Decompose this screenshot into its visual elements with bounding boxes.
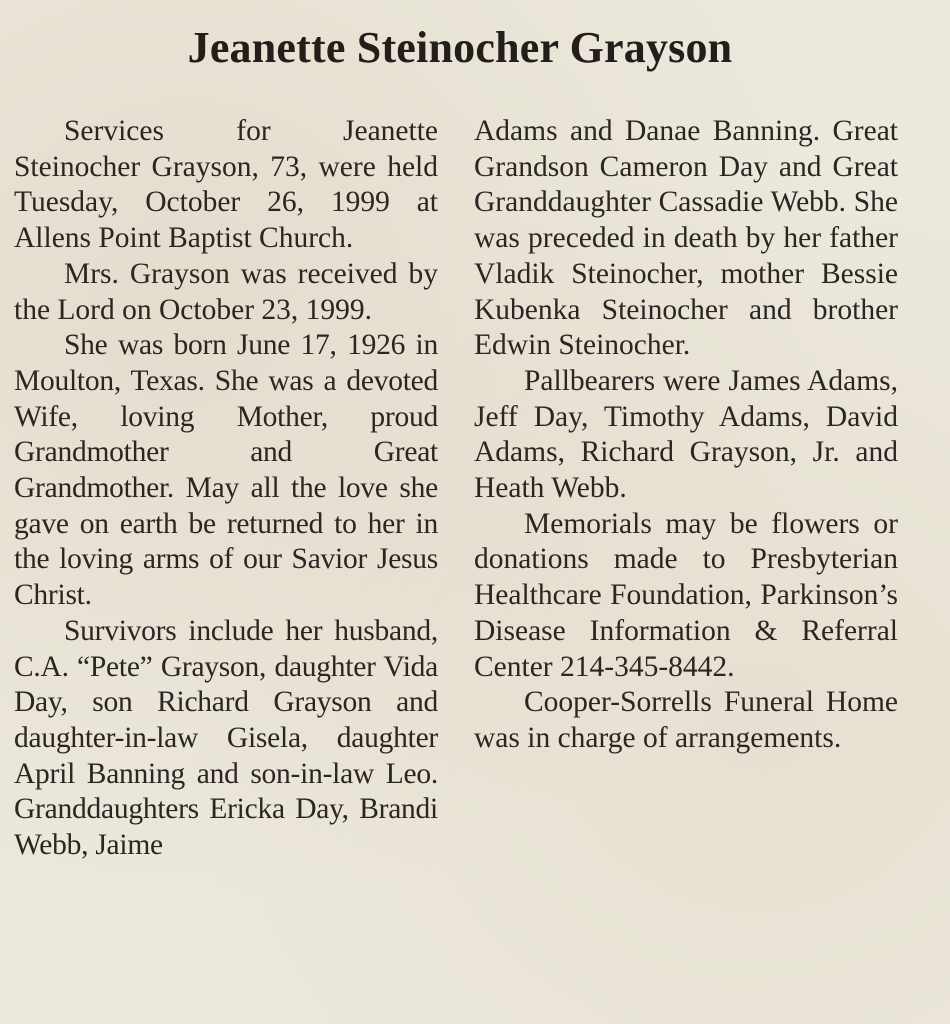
paragraph-funeral-home: Cooper-Sorrells Funeral Home was in charge of arrangements. xyxy=(474,686,898,754)
obituary-headline: Jeanette Steinocher Grayson xyxy=(187,23,733,72)
paragraph-memorials: Memorials may be flowers or donations made to Presbyterian Healthcare Foundation, Parkinson’s Disease Information & Referral Center 214-345-8442. xyxy=(474,507,898,683)
right-column xyxy=(474,114,898,757)
paragraph-services: Services for Jeanette Steinocher Grayson, 73, were held Tuesday, October 26, 1999 at Allens Point Baptist Church. xyxy=(14,115,438,255)
paragraph-pallbearers: Pallbearers were James Adams, Jeff Day, Timothy Adams, David Adams, Richard Grayson, Jr. and Heath Webb. xyxy=(474,364,898,505)
left-column xyxy=(14,114,438,864)
paragraph-born: She was born June 17, 1926 in Moulton, Texas. She was a devoted Wife, loving Mother, proud Grandmother and Great Grandmother. May all the love she gave on earth be returned to her in the loving arms of our Savior Jesus Christ. xyxy=(14,329,438,612)
paragraph-survivors: Survivors include her husband, C.A. “Pete” Grayson, daughter Vida Day, son Richard Grayson and daughter-in-law Gisela, daughter April Banning and son-in-law Leo. Granddaughters Ericka Day, Brandi Webb, Jaime xyxy=(14,614,438,862)
paragraph-received: Mrs. Grayson was received by the Lord on October 23, 1999. xyxy=(14,257,438,326)
paragraph-survivors-continued: Adams and Danae Banning. Great Grandson Cameron Day and Great Granddaughter Cassadie Webb. She was preceded in death by her father Vladik Steinocher, mother Bessie Kubenka Steinocher and brother Edwin Steinocher. xyxy=(474,115,898,362)
